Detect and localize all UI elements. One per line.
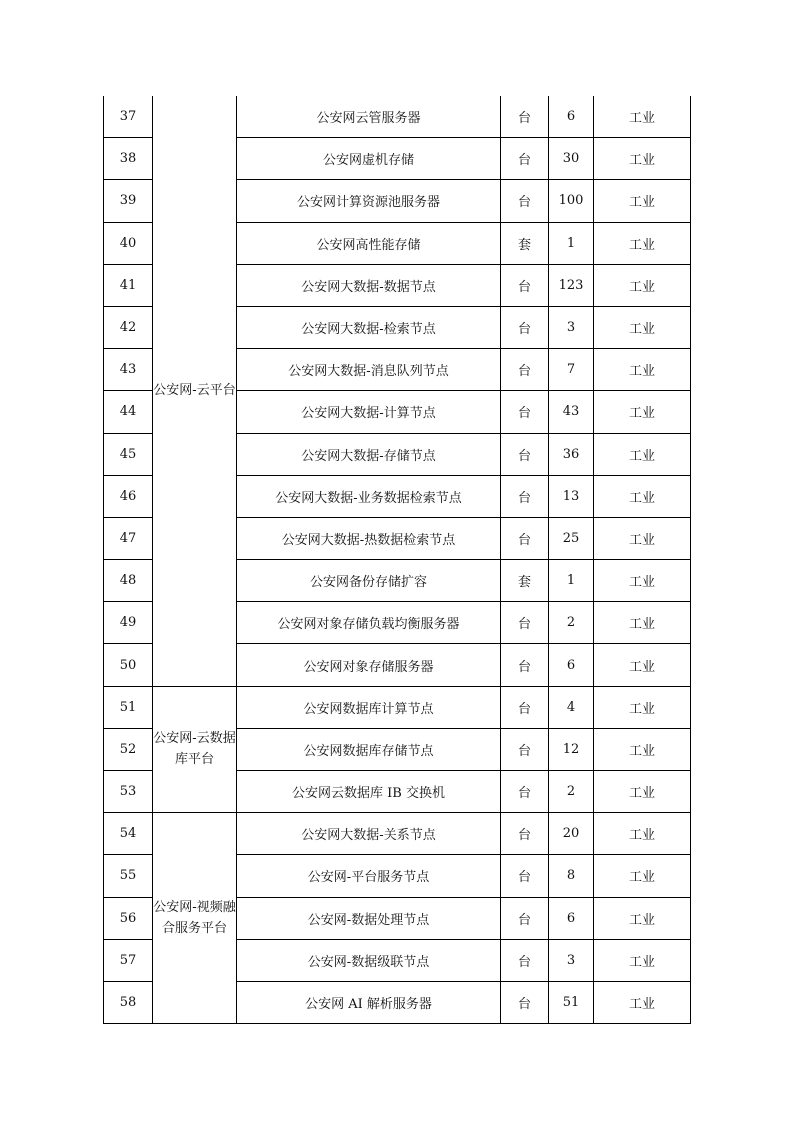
row-number: 56 xyxy=(104,897,153,939)
quantity-cell: 51 xyxy=(549,981,594,1023)
category-type: 工业 xyxy=(594,306,691,348)
quantity-cell: 123 xyxy=(549,264,594,306)
equipment-name: 公安网对象存储服务器 xyxy=(237,644,501,686)
equipment-name: 公安网大数据-计算节点 xyxy=(237,391,501,433)
quantity-cell: 100 xyxy=(549,180,594,222)
equipment-name: 公安网大数据-业务数据检索节点 xyxy=(237,475,501,517)
row-number: 44 xyxy=(104,391,153,433)
category-cell: 公安网-视频融合服务平台 xyxy=(153,813,237,1024)
quantity-cell: 36 xyxy=(549,433,594,475)
category-type: 工业 xyxy=(594,180,691,222)
category-type: 工业 xyxy=(594,433,691,475)
category-type: 工业 xyxy=(594,728,691,770)
unit-cell: 套 xyxy=(501,560,549,602)
equipment-name: 公安网大数据-消息队列节点 xyxy=(237,349,501,391)
row-number: 53 xyxy=(104,771,153,813)
category-type: 工业 xyxy=(594,96,691,138)
row-number: 55 xyxy=(104,855,153,897)
unit-cell: 台 xyxy=(501,517,549,559)
unit-cell: 套 xyxy=(501,222,549,264)
category-cell: 公安网-云数据库平台 xyxy=(153,686,237,813)
row-number: 57 xyxy=(104,939,153,981)
equipment-name: 公安网数据库计算节点 xyxy=(237,686,501,728)
unit-cell: 台 xyxy=(501,813,549,855)
row-number: 54 xyxy=(104,813,153,855)
unit-cell: 台 xyxy=(501,686,549,728)
quantity-cell: 1 xyxy=(549,560,594,602)
quantity-cell: 6 xyxy=(549,644,594,686)
category-type: 工业 xyxy=(594,560,691,602)
row-number: 46 xyxy=(104,475,153,517)
equipment-name: 公安网-数据级联节点 xyxy=(237,939,501,981)
category-type: 工业 xyxy=(594,855,691,897)
equipment-name: 公安网-平台服务节点 xyxy=(237,855,501,897)
unit-cell: 台 xyxy=(501,138,549,180)
quantity-cell: 1 xyxy=(549,222,594,264)
row-number: 37 xyxy=(104,96,153,138)
quantity-cell: 43 xyxy=(549,391,594,433)
row-number: 41 xyxy=(104,264,153,306)
quantity-cell: 2 xyxy=(549,602,594,644)
quantity-cell: 25 xyxy=(549,517,594,559)
row-number: 39 xyxy=(104,180,153,222)
unit-cell: 台 xyxy=(501,391,549,433)
unit-cell: 台 xyxy=(501,433,549,475)
equipment-table-body xyxy=(104,96,691,1024)
row-number: 43 xyxy=(104,349,153,391)
unit-cell: 台 xyxy=(501,728,549,770)
equipment-name: 公安网云管服务器 xyxy=(237,96,501,138)
row-number: 40 xyxy=(104,222,153,264)
equipment-name: 公安网计算资源池服务器 xyxy=(237,180,501,222)
equipment-name: 公安网高性能存储 xyxy=(237,222,501,264)
equipment-name: 公安网云数据库 IB 交换机 xyxy=(237,771,501,813)
row-number: 47 xyxy=(104,517,153,559)
equipment-name: 公安网大数据-数据节点 xyxy=(237,264,501,306)
category-type: 工业 xyxy=(594,939,691,981)
unit-cell: 台 xyxy=(501,475,549,517)
unit-cell: 台 xyxy=(501,644,549,686)
unit-cell: 台 xyxy=(501,771,549,813)
quantity-cell: 12 xyxy=(549,728,594,770)
row-number: 58 xyxy=(104,981,153,1023)
category-cell: 公安网-云平台 xyxy=(153,96,237,686)
category-type: 工业 xyxy=(594,475,691,517)
table-row xyxy=(104,96,691,138)
equipment-name: 公安网对象存储负载均衡服务器 xyxy=(237,602,501,644)
row-number: 49 xyxy=(104,602,153,644)
category-type: 工业 xyxy=(594,222,691,264)
equipment-name: 公安网 AI 解析服务器 xyxy=(237,981,501,1023)
equipment-name: 公安网大数据-关系节点 xyxy=(237,813,501,855)
unit-cell: 台 xyxy=(501,602,549,644)
unit-cell: 台 xyxy=(501,180,549,222)
quantity-cell: 8 xyxy=(549,855,594,897)
quantity-cell: 2 xyxy=(549,771,594,813)
row-number: 52 xyxy=(104,728,153,770)
equipment-name: 公安网大数据-检索节点 xyxy=(237,306,501,348)
row-number: 51 xyxy=(104,686,153,728)
category-type: 工业 xyxy=(594,686,691,728)
category-type: 工业 xyxy=(594,349,691,391)
quantity-cell: 3 xyxy=(549,939,594,981)
category-type: 工业 xyxy=(594,602,691,644)
equipment-name: 公安网数据库存储节点 xyxy=(237,728,501,770)
row-number: 48 xyxy=(104,560,153,602)
quantity-cell: 30 xyxy=(549,138,594,180)
unit-cell: 台 xyxy=(501,855,549,897)
quantity-cell: 7 xyxy=(549,349,594,391)
unit-cell: 台 xyxy=(501,897,549,939)
unit-cell: 台 xyxy=(501,349,549,391)
category-type: 工业 xyxy=(594,897,691,939)
equipment-name: 公安网大数据-热数据检索节点 xyxy=(237,517,501,559)
category-type: 工业 xyxy=(594,771,691,813)
quantity-cell: 6 xyxy=(549,96,594,138)
category-type: 工业 xyxy=(594,264,691,306)
unit-cell: 台 xyxy=(501,306,549,348)
row-number: 50 xyxy=(104,644,153,686)
quantity-cell: 4 xyxy=(549,686,594,728)
equipment-name: 公安网-数据处理节点 xyxy=(237,897,501,939)
unit-cell: 台 xyxy=(501,939,549,981)
quantity-cell: 13 xyxy=(549,475,594,517)
row-number: 45 xyxy=(104,433,153,475)
equipment-name: 公安网虚机存储 xyxy=(237,138,501,180)
table-row xyxy=(104,813,691,855)
category-type: 工业 xyxy=(594,138,691,180)
category-type: 工业 xyxy=(594,981,691,1023)
category-type: 工业 xyxy=(594,517,691,559)
unit-cell: 台 xyxy=(501,264,549,306)
equipment-name: 公安网大数据-存储节点 xyxy=(237,433,501,475)
equipment-table xyxy=(103,96,691,1024)
row-number: 42 xyxy=(104,306,153,348)
unit-cell: 台 xyxy=(501,96,549,138)
quantity-cell: 20 xyxy=(549,813,594,855)
category-type: 工业 xyxy=(594,391,691,433)
unit-cell: 台 xyxy=(501,981,549,1023)
row-number: 38 xyxy=(104,138,153,180)
quantity-cell: 3 xyxy=(549,306,594,348)
equipment-name: 公安网备份存储扩容 xyxy=(237,560,501,602)
quantity-cell: 6 xyxy=(549,897,594,939)
category-type: 工业 xyxy=(594,644,691,686)
category-type: 工业 xyxy=(594,813,691,855)
table-row xyxy=(104,686,691,728)
